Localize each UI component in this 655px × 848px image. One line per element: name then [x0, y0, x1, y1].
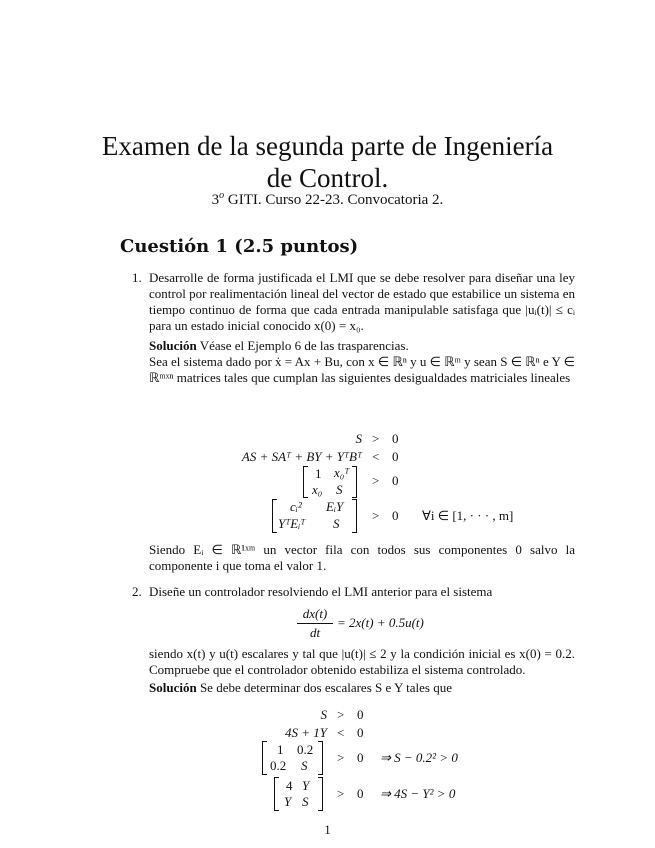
- item1-solution-label: Solución: [149, 338, 197, 353]
- lmi1-row4-op: >: [372, 508, 380, 523]
- lmi2-row1-rhs: 0: [357, 707, 364, 722]
- lmi1-row2-lhs: AS + SAᵀ + BY + YᵀBᵀ: [241, 449, 362, 464]
- item2-solution: [149, 680, 575, 696]
- lmi1-row4-condition: ∀i ∈ [1, · · · , m]: [422, 508, 514, 523]
- item1-solution: [149, 338, 575, 354]
- section-heading: Cuestión 1 (2.5 puntos): [120, 236, 359, 257]
- lmi2-row2-op: <: [337, 725, 345, 740]
- subtitle-superscript: o: [219, 190, 225, 201]
- item2-eq-fraction-bar: [297, 623, 333, 624]
- lmi2-row3-rhs: 0: [357, 750, 364, 765]
- lmi1-row4-bracket-left: [272, 499, 277, 533]
- document-title-line1: Examen de la segunda parte de Ingeniería: [101, 131, 554, 161]
- lmi2-row3-m11: 1: [277, 742, 284, 757]
- document-title-line2: de Control.: [266, 163, 389, 193]
- lmi2-row4-implication: ⇒ 4S − Y² > 0: [380, 786, 456, 801]
- item2-eq-rhs: = 2x(t) + 0.5u(t): [337, 615, 424, 630]
- lmi2-row4-rhs: 0: [357, 786, 364, 801]
- lmi2-row3-bracket-left: [262, 741, 267, 775]
- lmi2-row4-op: >: [337, 786, 345, 801]
- lmi2-row3-op: >: [337, 750, 345, 765]
- item2-equation-fraction: [297, 606, 333, 641]
- lmi2-row4-m21: Y: [284, 794, 292, 809]
- lmi1-row4-m12: EᵢY: [326, 499, 344, 514]
- lmi2-row2-lhs: 4S + 1Y: [284, 725, 327, 740]
- page-number: 1: [324, 822, 331, 837]
- document-subtitle: [0, 190, 655, 209]
- item2-solution-label: Solución: [149, 680, 197, 695]
- item2-eq-denominator: dt: [309, 625, 321, 640]
- lmi2-row4-m22: S: [302, 794, 309, 809]
- lmi2-row3-m12: 0.2: [297, 742, 314, 757]
- item1-solution-text: Véase el Ejemplo 6 de las trasparencias.: [196, 338, 409, 353]
- item2-after-equation: siendo x(t) y u(t) escalares y tal que |u(t)| ≤ 2 y la condición inicial es x(0) = 0.2. Compruebe que el controlador obtenido estabiliza el sistema controlado.: [149, 646, 575, 677]
- lmi1-row3-m21: x₀: [312, 482, 323, 497]
- lmi2-row2-rhs: 0: [357, 725, 364, 740]
- lmi1-row1-op: >: [372, 431, 380, 446]
- lmi1-row1-lhs: S: [355, 431, 362, 446]
- lmi1-row3-bracket-left: [303, 466, 308, 498]
- lmi1-row4-m11: cᵢ²: [290, 499, 302, 514]
- lmi1-row4-m22: S: [333, 516, 340, 531]
- lmi1-row3-m22: S: [336, 482, 343, 497]
- item2-statement: Diseñe un controlador resolviendo el LMI anterior para el sistema: [149, 584, 493, 599]
- lmi1-row3-bracket-right: [352, 466, 357, 498]
- lmi2-row4-m12: Y: [302, 778, 310, 793]
- lmi2-row3-m21: 0.2: [270, 758, 287, 773]
- lmi2-row4-bracket-right: [318, 777, 323, 811]
- item2-solution-text: Se debe determinar dos escalares S e Y tales que: [196, 680, 453, 695]
- lmi2-row4-m11: 4: [286, 778, 293, 793]
- lmi1-row4-rhs: 0: [392, 508, 399, 523]
- lmi2-row3-bracket-right: [318, 741, 323, 775]
- lmi1-row3-op: >: [372, 473, 380, 488]
- lmi1-row2-op: <: [372, 449, 380, 464]
- subtitle-rest: GITI. Curso 22-23. Convocatoria 2.: [224, 192, 444, 208]
- lmi2-row1-op: >: [337, 707, 345, 722]
- lmi2-row3-m22: S: [301, 758, 308, 773]
- subtitle-course: 3: [211, 192, 220, 208]
- lmi2-row3-implication: ⇒ S − 0.2² > 0: [380, 750, 458, 765]
- item1-number: 1.: [132, 270, 142, 285]
- lmi1-row3-m12: x₀ᵀ: [334, 465, 350, 480]
- lmi1-row2-rhs: 0: [392, 449, 399, 464]
- lmi1-row4-bracket-right: [352, 499, 357, 533]
- lmi1-row4-m21: YᵀEᵢᵀ: [278, 516, 306, 531]
- lmi1-row3-m11: 1: [315, 466, 322, 481]
- lmi2-row1-lhs: S: [320, 707, 327, 722]
- lmi2-row4-bracket-left: [274, 777, 279, 811]
- item2-eq-numerator: dx(t): [302, 606, 328, 621]
- item2-number: 2.: [132, 584, 142, 599]
- item1-system-text: Sea el sistema dado por ẋ = Ax + Bu, con x ∈ ℝⁿ y u ∈ ℝᵐ y sean S ∈ ℝⁿ e Y ∈ ℝᵐˣⁿ matrices tales que cumplan las siguientes desigualdades matriciales lineales: [149, 354, 575, 385]
- lmi1-row1-rhs: 0: [392, 431, 399, 446]
- lmi1-row3-rhs: 0: [392, 473, 399, 488]
- item1-statement: Desarrolle de forma justificada el LMI que se debe resolver para diseñar una ley control por realimentación lineal del vector de estado que estabilice un sistema en tiempo continuo de forma que cada entrada manipulable satisfaga que |uᵢ(t)| ≤ cᵢ para un estado inicial conocido x(0) = x₀.: [149, 270, 575, 333]
- item1-closing-text: Siendo Eᵢ ∈ ℝ¹ˣᵐ un vector fila con todos sus componentes 0 salvo la componente i que toma el valor 1.: [149, 542, 575, 573]
